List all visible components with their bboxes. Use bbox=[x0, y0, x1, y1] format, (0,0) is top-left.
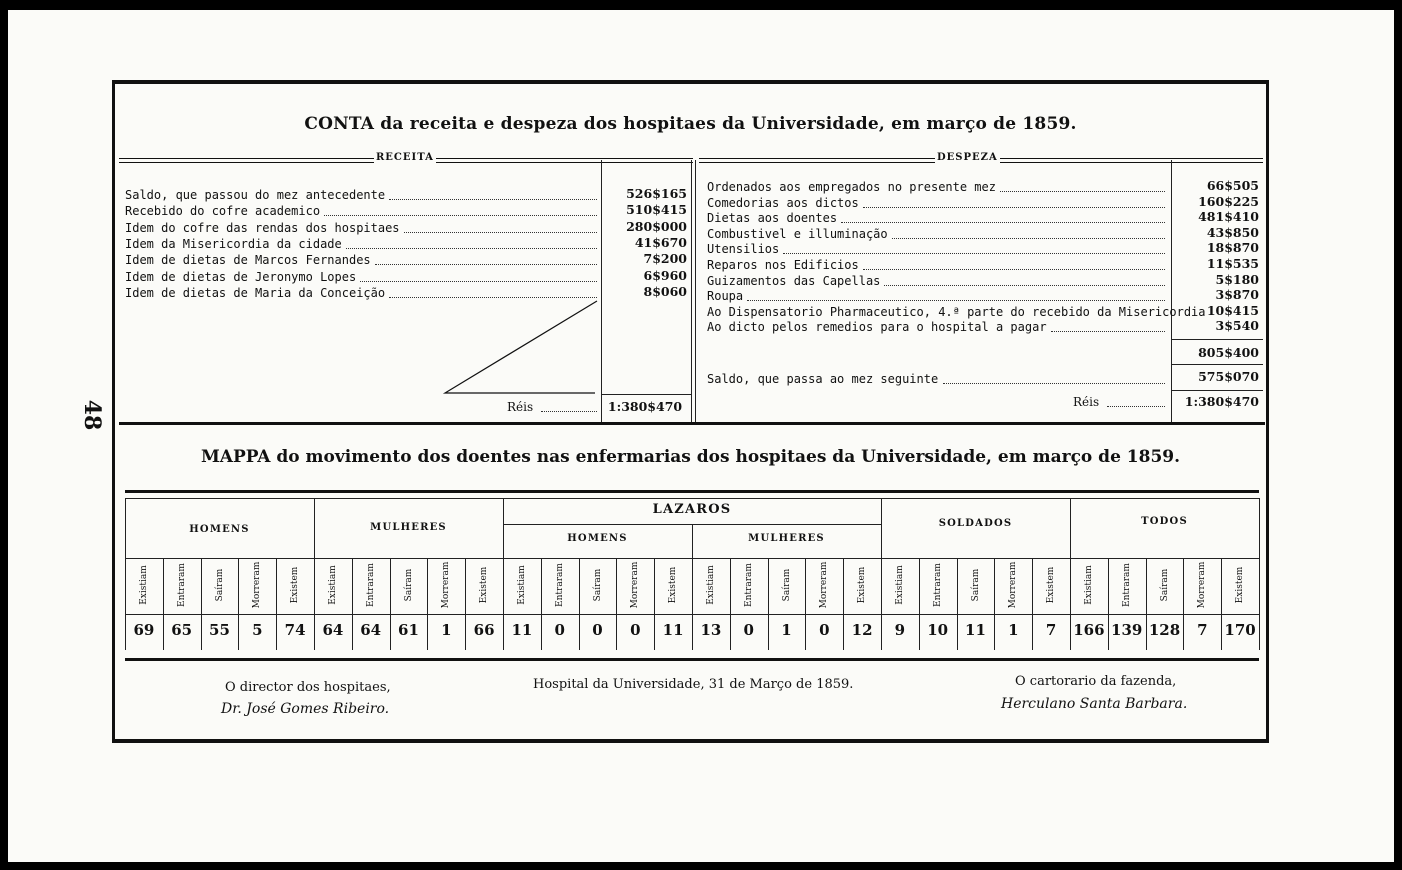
receita-amount: 510$415 bbox=[626, 202, 687, 218]
despeza-amount: 43$850 bbox=[1206, 224, 1259, 240]
despeza-item: Roupa bbox=[707, 289, 744, 304]
column-label: Entraram bbox=[554, 563, 565, 607]
count-value: 13 bbox=[700, 621, 722, 639]
despeza-total: 1:380$470 bbox=[1184, 394, 1259, 409]
count-value: 11 bbox=[511, 621, 533, 639]
leader-dots bbox=[884, 285, 1165, 286]
document-page bbox=[8, 10, 1394, 862]
receita-item: Recebido do cofre academico bbox=[125, 204, 321, 219]
despeza-item: Ao dicto pelos remedios para o hospital a pagar bbox=[707, 320, 1047, 335]
page-number: 48 bbox=[79, 399, 105, 431]
receita-amount: 8$060 bbox=[643, 283, 687, 299]
column-label: Morreram bbox=[1008, 561, 1019, 609]
grid-rule bbox=[125, 498, 1259, 499]
column-label: Existiam bbox=[516, 565, 527, 605]
column-label: Saíram bbox=[403, 568, 414, 602]
column-label: Entraram bbox=[1121, 563, 1132, 607]
group-lazaros-homens: HOMENS bbox=[567, 533, 628, 544]
leader-dots bbox=[863, 269, 1165, 270]
count-value: 64 bbox=[322, 621, 344, 639]
receita-amount: 526$165 bbox=[626, 186, 687, 201]
count-value: 0 bbox=[592, 621, 603, 639]
leader-dots bbox=[863, 207, 1165, 208]
count-value: 11 bbox=[965, 621, 986, 639]
count-value: 55 bbox=[209, 621, 230, 639]
count-value: 9 bbox=[894, 621, 906, 639]
column-label: Morreram bbox=[1197, 561, 1208, 609]
column-label: Existem bbox=[857, 566, 868, 604]
despeza-item: Ao Dispensatorio Pharmaceutico, 4.ª parte do recebido da Misericordia bbox=[707, 304, 1206, 319]
receita-amount: 41$670 bbox=[634, 234, 687, 250]
receita-reis-label: Réis bbox=[507, 400, 534, 414]
despeza-amount: 5$180 bbox=[1215, 271, 1259, 287]
leader-dots bbox=[360, 281, 597, 282]
leader-dots bbox=[841, 222, 1165, 223]
group-todos: TODOS bbox=[1141, 516, 1188, 527]
column-label: Existem bbox=[668, 566, 679, 604]
count-value: 1 bbox=[1008, 621, 1019, 639]
mappa-top-rule bbox=[125, 490, 1259, 493]
leader-dots bbox=[375, 264, 597, 265]
count-value: 64 bbox=[360, 621, 382, 639]
mappa-bottom-rule bbox=[125, 658, 1259, 661]
leader-dots bbox=[892, 238, 1165, 239]
column-label: Morreram bbox=[441, 561, 452, 609]
ledger-sheet bbox=[112, 80, 1269, 743]
column-label: Morreram bbox=[819, 561, 830, 609]
group-soldados: SOLDADOS bbox=[938, 518, 1013, 529]
despeza-item: Combustivel e illuminação bbox=[707, 226, 888, 241]
column-label: Saíram bbox=[970, 568, 981, 602]
count-value: 69 bbox=[133, 621, 155, 639]
count-value: 0 bbox=[819, 621, 830, 639]
leader-dots bbox=[1051, 331, 1165, 332]
column-label: Existiam bbox=[138, 565, 149, 605]
leader-dots bbox=[324, 215, 597, 216]
despeza-item: Reparos nos Edificios bbox=[707, 258, 859, 272]
count-value: 128 bbox=[1148, 621, 1181, 639]
mappa-title: MAPPA do movimento dos doentes nas enfermarias dos hospitaes da Universidade, em março de 1859. bbox=[200, 447, 1181, 467]
despeza-amount: 3$870 bbox=[1215, 287, 1259, 303]
cancel-triangle bbox=[435, 297, 605, 397]
column-label: Entraram bbox=[176, 563, 187, 607]
cartorario-label: O cartorario da fazenda, bbox=[1015, 674, 1177, 689]
column-label: Existiam bbox=[1083, 565, 1094, 605]
receita-label: RECEITA bbox=[376, 152, 434, 163]
leader-dots bbox=[404, 232, 597, 233]
despeza-amount: 160$225 bbox=[1198, 193, 1259, 209]
leader-dots bbox=[747, 300, 1165, 301]
despeza-item: Dietas aos doentes bbox=[707, 211, 838, 226]
despeza-amount: 481$410 bbox=[1198, 209, 1259, 225]
column-label: Existiam bbox=[705, 565, 716, 605]
receita-header bbox=[119, 154, 693, 164]
column-label: Existem bbox=[1046, 566, 1057, 604]
receita-amount: 7$200 bbox=[643, 251, 687, 267]
leader-dots bbox=[389, 199, 597, 200]
column-label: Entraram bbox=[932, 563, 943, 607]
despeza-item: Guizamentos das Capellas bbox=[707, 273, 881, 288]
column-label: Morreram bbox=[252, 561, 263, 609]
count-value: 1 bbox=[441, 621, 452, 639]
despeza-amount: 10$415 bbox=[1206, 302, 1259, 318]
despeza-subtotal: 805$400 bbox=[1198, 345, 1259, 360]
count-value: 0 bbox=[743, 621, 754, 639]
despeza-amount: 3$540 bbox=[1215, 318, 1259, 334]
count-value: 61 bbox=[398, 621, 419, 639]
receita-amount: 280$000 bbox=[626, 218, 687, 234]
count-value: 166 bbox=[1073, 621, 1105, 639]
count-value: 0 bbox=[630, 621, 641, 639]
receita-total: 1:380$470 bbox=[607, 399, 683, 414]
receita-item: Idem de dietas de Maria da Conceição bbox=[125, 285, 386, 300]
count-value: 1 bbox=[781, 621, 792, 639]
column-label: Saíram bbox=[214, 568, 225, 602]
receita-item: Idem do cofre das rendas dos hospitaes bbox=[125, 220, 400, 235]
despeza-header bbox=[699, 154, 1263, 164]
receita-item: Saldo, que passou do mez antecedente bbox=[125, 188, 386, 202]
column-label: Existiam bbox=[894, 565, 905, 605]
receita-right-rule bbox=[691, 160, 692, 422]
despeza-item: Comedorias aos dictos bbox=[707, 195, 859, 210]
despeza-amount: 18$870 bbox=[1206, 240, 1259, 256]
column-label: Saíram bbox=[781, 568, 792, 602]
count-value: 66 bbox=[473, 621, 495, 639]
count-value: 7 bbox=[1045, 621, 1057, 639]
despeza-amount: 11$535 bbox=[1206, 256, 1259, 271]
director-name: Dr. José Gomes Ribeiro. bbox=[221, 701, 390, 717]
grid-rule bbox=[1259, 498, 1260, 650]
despeza-subtotal-rule bbox=[1171, 339, 1263, 340]
count-value: 74 bbox=[284, 621, 306, 639]
leader-dots bbox=[346, 248, 597, 249]
column-label: Entraram bbox=[743, 563, 754, 607]
despeza-item: Ordenados aos empregados no presente mez bbox=[707, 180, 996, 194]
despeza-amount-rule bbox=[1171, 160, 1172, 422]
place-date: Hospital da Universidade, 31 de Março de 1859. bbox=[533, 677, 854, 692]
receita-item: Idem de dietas de Marcos Fernandes bbox=[125, 253, 371, 268]
count-value: 139 bbox=[1111, 621, 1143, 639]
column-label: Entraram bbox=[365, 563, 376, 607]
column-label: Saíram bbox=[592, 568, 603, 602]
column-label: Existem bbox=[1235, 566, 1246, 604]
column-label: Existem bbox=[479, 566, 490, 604]
column-label: Morreram bbox=[630, 561, 641, 609]
count-value: 0 bbox=[554, 621, 565, 639]
column-label: Existem bbox=[290, 566, 301, 604]
group-lazaros: LAZAROS bbox=[652, 502, 732, 517]
leader-dots bbox=[1000, 191, 1165, 192]
saldo-label: Saldo, que passa ao mez seguinte bbox=[707, 372, 939, 386]
group-homens: HOMENS bbox=[189, 524, 250, 535]
receita-total-rule bbox=[601, 394, 691, 395]
receita-amount: 6$960 bbox=[643, 267, 687, 283]
despeza-label: DESPEZA bbox=[937, 152, 998, 163]
count-value: 10 bbox=[927, 621, 949, 639]
count-value: 65 bbox=[171, 621, 193, 639]
cartorario-name: Herculano Santa Barbara. bbox=[1001, 696, 1188, 712]
column-label: Saíram bbox=[1159, 568, 1170, 602]
despeza-amount: 66$505 bbox=[1206, 178, 1259, 193]
count-value: 12 bbox=[851, 621, 873, 639]
despeza-reis-label: Réis bbox=[1073, 395, 1100, 409]
director-label: O director dos hospitaes, bbox=[225, 680, 391, 695]
count-value: 11 bbox=[662, 621, 684, 639]
count-value: 5 bbox=[252, 621, 263, 639]
count-value: 170 bbox=[1224, 621, 1256, 639]
saldo-amount: 575$070 bbox=[1198, 369, 1259, 384]
conta-divider bbox=[695, 160, 696, 422]
count-value: 7 bbox=[1197, 621, 1208, 639]
conta-bottom-rule bbox=[119, 422, 1265, 425]
group-lazaros-mulheres: MULHERES bbox=[748, 533, 825, 544]
leader-dots bbox=[783, 253, 1165, 254]
receita-item: Idem de dietas de Jeronymo Lopes bbox=[125, 269, 357, 284]
despeza-item: Utensilios bbox=[707, 242, 780, 257]
column-label: Existiam bbox=[327, 565, 338, 605]
group-mulheres: MULHERES bbox=[370, 522, 447, 533]
receita-item: Idem da Misericordia da cidade bbox=[125, 236, 342, 251]
conta-title: CONTA da receita e despeza dos hospitaes da Universidade, em março de 1859. bbox=[304, 114, 1077, 134]
